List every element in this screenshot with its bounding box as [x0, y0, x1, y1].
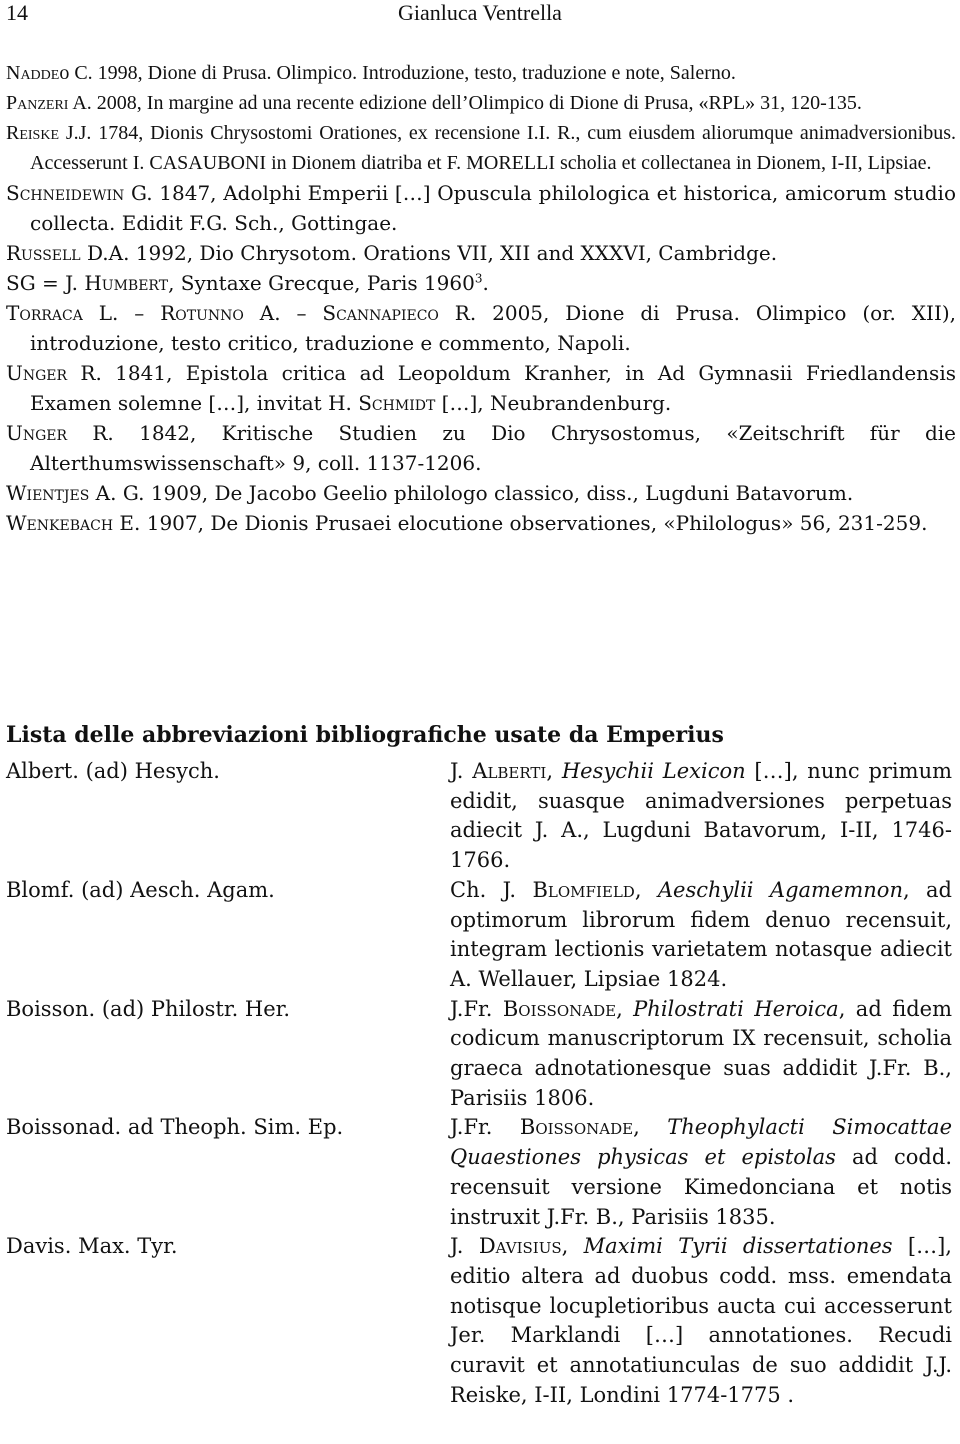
abbreviation-expansion: J.Fr. Boissonade, Theophylacti Simocattae Quaestiones physicas et epistolas ad codd. recensuit versione Kimedonciana et notis instruxit J.Fr. B., Parisiis 1835. [450, 1115, 952, 1229]
bib-entry: SG = J. Humbert, Syntaxe Grecque, Paris 1960$^3$. [6, 271, 489, 295]
running-head-author: Gianluca Ventrella [398, 0, 562, 25]
bib-entry: Unger R. 1842, Kritische Studien zu Dio Chrysostomus, «Zeitschrift für die Alterthumswissenschaft» 9, coll. 1137-1206. [6, 421, 956, 475]
abbreviation-key: Davis. Max. Tyr. [6, 1234, 178, 1259]
abbreviations-heading: Lista delle abbreviazioni bibliografiche usate da Emperius [6, 722, 724, 748]
abbreviation-key: Albert. (ad) Hesych. [6, 759, 220, 783]
abbreviation-key: Boisson. (ad) Philostr. Her. [6, 996, 291, 1021]
running-header [0, 0, 960, 32]
abbreviation-row [6, 1232, 958, 1410]
bib-entry: Schneidewin G. 1847, Adolphi Emperii […] Opuscula philologica et historica, amicorum studio collecta. Edidit F.G. Sch., Gottingae. [6, 181, 956, 235]
bib-entry: Panzeri A. 2008, In margine ad una recente edizione dell’Olimpico di Dione di Prusa, «RPL» 31, 120-135. [6, 92, 862, 114]
bib-entry: Russell D.A. 1992, Dio Chrysotom. Orations VII, XII and XXXVI, Cambridge. [6, 241, 778, 265]
abbreviation-row [6, 995, 958, 1114]
bib-entry: Unger R. 1841, Epistola critica ad Leopoldum Kranher, in Ad Gymnasii Friedlandensis Examen solemne […], invitat H. Schmidt […], Neubrandenburg. [6, 361, 956, 415]
abbreviation-expansion: J.Fr. Boissonade, Philostrati Heroica, ad fidem codicum manuscriptorum IX recensuit, scholia graeca adnotationesque suas addidit J.Fr. B., Parisiis 1806. [450, 996, 952, 1110]
bib-entry: Reiske J.J. 1784, Dionis Chrysostomi Orationes, ex recensione I.I. R., cum eiusdem aliorumque animadversionibus. Accesserunt I. CASAUBONI in Dionem diatriba et F. MORELLI scholia et collectanea in Dionem, I-II, Lipsiae. [6, 122, 956, 174]
abbreviations-list [6, 757, 958, 1410]
abbreviation-key: Boissonad. ad Theoph. Sim. Ep. [6, 1115, 344, 1140]
bibliography-list [6, 58, 956, 538]
abbreviation-expansion: J. Alberti, Hesychii Lexicon […], nunc primum edidit, suasque animadversiones perpetuas adiecit J. A., Lugduni Batavorum, I-II, 1746-1766. [450, 759, 953, 873]
abbreviation-expansion: J. Davisius, Maximi Tyrii dissertationes […], editio altera ad duobus codd. mss. emendata notisque locupletioribus aucta cui accesserunt Jer. Marklandi […] annotationes. Recudi curavit et annotatiunculas de suo addidit J.J. Reiske, I-II, Londini 1774-1775 . [450, 1234, 952, 1407]
abbreviation-expansion: Ch. J. Blomfield, Aeschylii Agamemnon, ad optimorum librorum fidem denuo recensuit, integram lectionis varietatem notasque adiecit A. Wellauer, Lipsiae 1824. [450, 877, 952, 991]
abbreviation-row [6, 1113, 958, 1232]
bib-entry: Wientjes A. G. 1909, De Jacobo Geelio philologo classico, diss., Lugduni Batavorum. [6, 481, 854, 505]
bib-entry: Naddeo C. 1998, Dione di Prusa. Olimpico. Introduzione, testo, traduzione e note, Salerno. [6, 62, 736, 84]
bib-entry: Torraca L. – Rotunno A. – Scannapieco R. 2005, Dione di Prusa. Olimpico (or. XII), introduzione, testo critico, traduzione e commento, Napoli. [6, 301, 957, 355]
page-number: 14 [6, 0, 28, 25]
bib-entry: Wenkebach E. 1907, De Dionis Prusaei elocutione observationes, «Philologus» 56, 231-259. [6, 511, 928, 535]
abbreviation-key: Blomf. (ad) Aesch. Agam. [6, 877, 275, 902]
abbreviation-row [6, 876, 958, 995]
abbreviation-row [6, 757, 958, 876]
